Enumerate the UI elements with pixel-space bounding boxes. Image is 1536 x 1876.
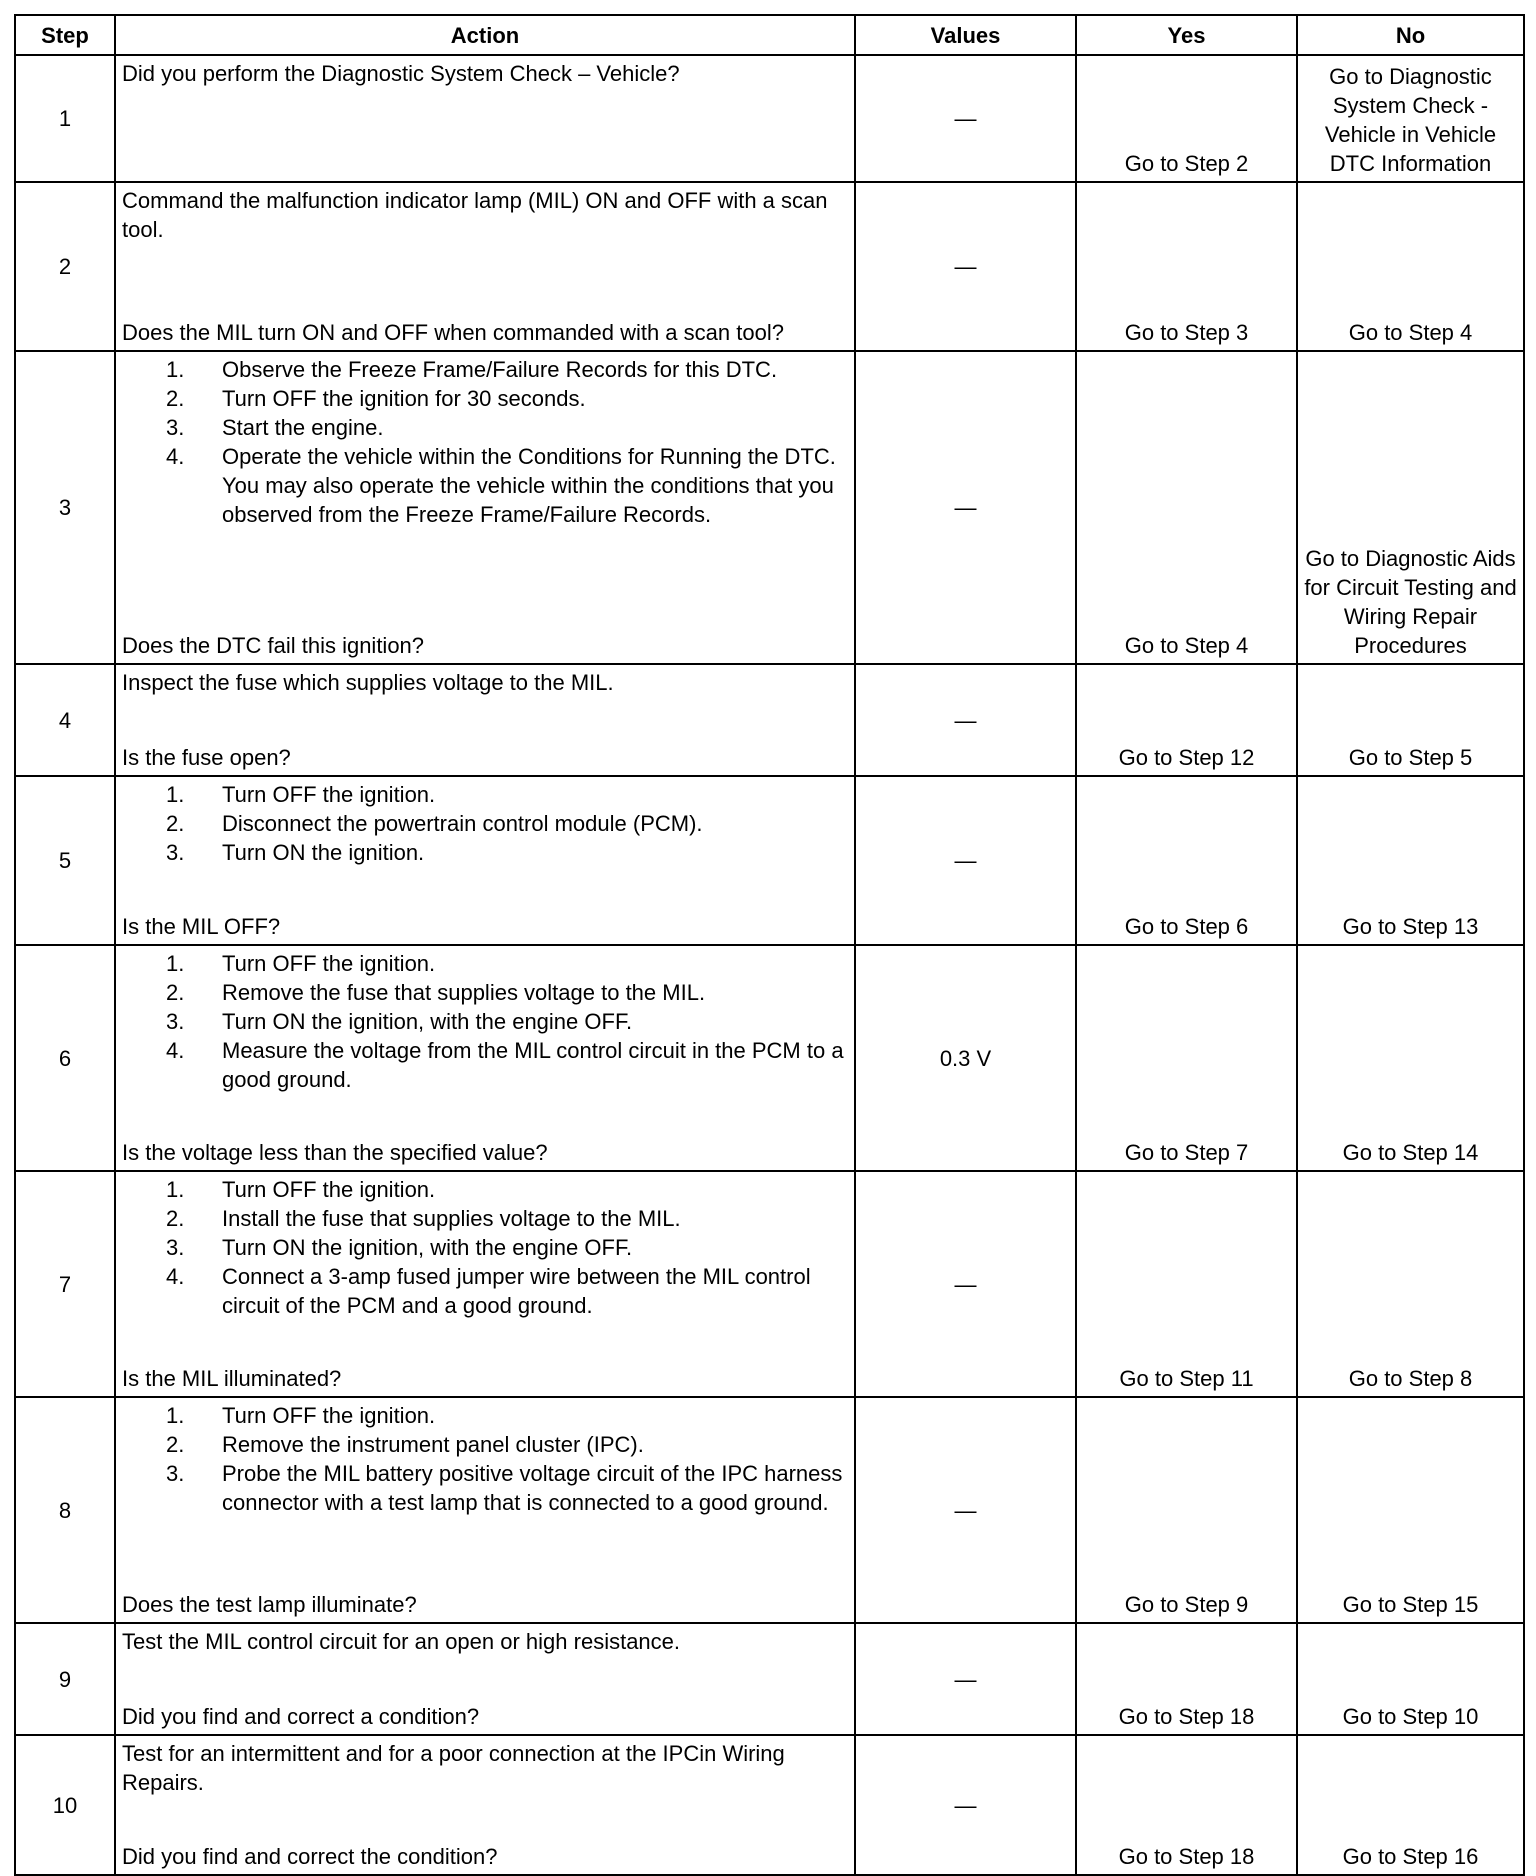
- action-cell: [115, 1623, 855, 1735]
- action-question: Is the MIL illuminated?: [122, 1366, 342, 1391]
- substep-item: [122, 1175, 848, 1204]
- yes-result: Go to Step 11: [1076, 1171, 1297, 1397]
- substep-item: [122, 1233, 848, 1262]
- action-content: [122, 1401, 848, 1619]
- action-substeps: [122, 949, 848, 1094]
- step-number: 10: [15, 1735, 115, 1875]
- yes-result: Go to Step 6: [1076, 776, 1297, 945]
- action-top: [122, 949, 848, 1094]
- action-substeps: [122, 1175, 848, 1320]
- action-substeps: [122, 1401, 848, 1517]
- substep-text: Turn OFF the ignition.: [222, 1403, 436, 1428]
- diagnostic-table: [14, 14, 1525, 1876]
- substep-item: [122, 1007, 848, 1036]
- step-number: 1: [15, 55, 115, 182]
- action-content: [122, 668, 848, 772]
- header-step: Step: [15, 15, 115, 55]
- substep-text: Turn OFF the ignition.: [222, 782, 436, 807]
- yes-result: Go to Step 12: [1076, 664, 1297, 776]
- action-instruction: Test the MIL control circuit for an open or high resistance.: [122, 1629, 681, 1654]
- action-cell: [115, 1397, 855, 1623]
- yes-result: Go to Step 2: [1076, 55, 1297, 182]
- no-result: Go to Step 15: [1297, 1397, 1524, 1623]
- substep-text: Install the fuse that supplies voltage to the MIL.: [222, 1206, 681, 1231]
- substep-number: 4.: [166, 1038, 185, 1063]
- header-yes: Yes: [1076, 15, 1297, 55]
- yes-result: Go to Step 7: [1076, 945, 1297, 1171]
- action-cell: [115, 55, 855, 182]
- step-number: 5: [15, 776, 115, 945]
- action-top: [122, 1175, 848, 1320]
- table-row: [15, 664, 1524, 776]
- substep-text: Turn ON the ignition, with the engine OFF.: [222, 1235, 633, 1260]
- substep-number: 2.: [166, 1432, 185, 1457]
- no-result: Go to Step 8: [1297, 1171, 1524, 1397]
- table-row: [15, 55, 1524, 182]
- action-instruction: Command the malfunction indicator lamp (MIL) ON and OFF with a scan tool.: [122, 188, 828, 242]
- table-row: [15, 182, 1524, 351]
- action-instruction: Did you perform the Diagnostic System Check – Vehicle?: [122, 61, 680, 86]
- action-instruction: Inspect the fuse which supplies voltage to the MIL.: [122, 670, 614, 695]
- substep-text: Measure the voltage from the MIL control circuit in the PCM to a good ground.: [222, 1038, 844, 1092]
- substep-text: Turn ON the ignition.: [222, 840, 425, 865]
- substep-number: 2.: [166, 980, 185, 1005]
- substep-item: [122, 1459, 848, 1517]
- no-result: Go to Diagnostic Aids for Circuit Testing and Wiring Repair Procedures: [1297, 351, 1524, 664]
- action-content: [122, 355, 848, 660]
- action-question: Is the voltage less than the specified value?: [122, 1140, 548, 1165]
- action-question: Is the MIL OFF?: [122, 914, 281, 939]
- substep-item: [122, 1204, 848, 1233]
- values-cell: —: [855, 1735, 1076, 1875]
- substep-number: 1.: [166, 357, 185, 382]
- values-cell: —: [855, 1171, 1076, 1397]
- action-top: [122, 668, 848, 697]
- values-cell: —: [855, 664, 1076, 776]
- step-number: 9: [15, 1623, 115, 1735]
- substep-text: Turn OFF the ignition.: [222, 951, 436, 976]
- substep-text: Remove the fuse that supplies voltage to the MIL.: [222, 980, 706, 1005]
- yes-result: Go to Step 4: [1076, 351, 1297, 664]
- action-top: [122, 59, 848, 88]
- substep-number: 3.: [166, 1009, 185, 1034]
- substep-text: Operate the vehicle within the Conditions for Running the DTC. You may also operate the vehicle within the conditions that you observed from the Freeze Frame/Failure Records.: [222, 444, 836, 527]
- step-number: 7: [15, 1171, 115, 1397]
- table-row: [15, 776, 1524, 945]
- action-content: [122, 1739, 848, 1871]
- step-number: 4: [15, 664, 115, 776]
- header-row: [15, 15, 1524, 55]
- values-cell: —: [855, 1397, 1076, 1623]
- values-cell: —: [855, 55, 1076, 182]
- no-result: Go to Step 14: [1297, 945, 1524, 1171]
- substep-item: [122, 978, 848, 1007]
- action-content: [122, 780, 848, 941]
- substep-text: Probe the MIL battery positive voltage circuit of the IPC harness connector with a test lamp that is connected to a good ground.: [222, 1461, 843, 1515]
- no-result: Go to Step 5: [1297, 664, 1524, 776]
- step-number: 3: [15, 351, 115, 664]
- action-question: Did you find and correct a condition?: [122, 1704, 480, 1729]
- action-question: Does the MIL turn ON and OFF when commanded with a scan tool?: [122, 320, 784, 345]
- substep-text: Start the engine.: [222, 415, 384, 440]
- yes-result: Go to Step 18: [1076, 1735, 1297, 1875]
- yes-result: Go to Step 18: [1076, 1623, 1297, 1735]
- substep-item: [122, 1401, 848, 1430]
- substep-number: 1.: [166, 1177, 185, 1202]
- yes-result: Go to Step 9: [1076, 1397, 1297, 1623]
- action-top: [122, 1739, 848, 1797]
- action-cell: [115, 776, 855, 945]
- substep-item: [122, 1262, 848, 1320]
- substep-number: 1.: [166, 782, 185, 807]
- step-number: 8: [15, 1397, 115, 1623]
- action-top: [122, 1401, 848, 1517]
- action-content: [122, 186, 848, 347]
- action-cell: [115, 182, 855, 351]
- action-top: [122, 1627, 848, 1656]
- action-question: Did you find and correct the condition?: [122, 1844, 498, 1869]
- substep-text: Disconnect the powertrain control module (PCM).: [222, 811, 703, 836]
- step-number: 6: [15, 945, 115, 1171]
- action-substeps: [122, 355, 848, 529]
- no-result: Go to Step 13: [1297, 776, 1524, 945]
- table-row: [15, 1623, 1524, 1735]
- action-cell: [115, 664, 855, 776]
- substep-text: Connect a 3-amp fused jumper wire between the MIL control circuit of the PCM and a good ground.: [222, 1264, 811, 1318]
- substep-number: 3.: [166, 840, 185, 865]
- substep-item: [122, 1430, 848, 1459]
- table-row: [15, 1735, 1524, 1875]
- action-cell: [115, 351, 855, 664]
- substep-item: [122, 780, 848, 809]
- substep-number: 2.: [166, 1206, 185, 1231]
- substep-item: [122, 949, 848, 978]
- table-row: [15, 945, 1524, 1171]
- action-question: Does the test lamp illuminate?: [122, 1592, 417, 1617]
- no-result: Go to Step 16: [1297, 1735, 1524, 1875]
- values-cell: —: [855, 351, 1076, 664]
- action-question: Is the fuse open?: [122, 745, 291, 770]
- action-content: [122, 949, 848, 1167]
- substep-number: 3.: [166, 415, 185, 440]
- substep-item: [122, 413, 848, 442]
- action-top: [122, 355, 848, 529]
- values-cell: —: [855, 182, 1076, 351]
- action-cell: [115, 1171, 855, 1397]
- step-number: 2: [15, 182, 115, 351]
- substep-number: 4.: [166, 444, 185, 469]
- substep-number: 3.: [166, 1461, 185, 1486]
- action-content: [122, 59, 848, 178]
- no-result: Go to Step 4: [1297, 182, 1524, 351]
- action-instruction: Test for an intermittent and for a poor connection at the IPCin Wiring Repairs.: [122, 1741, 785, 1795]
- table-row: [15, 1397, 1524, 1623]
- substep-text: Remove the instrument panel cluster (IPC).: [222, 1432, 644, 1457]
- action-content: [122, 1627, 848, 1731]
- action-cell: [115, 1735, 855, 1875]
- header-action: Action: [115, 15, 855, 55]
- substep-item: [122, 809, 848, 838]
- action-cell: [115, 945, 855, 1171]
- substep-item: [122, 838, 848, 867]
- action-substeps: [122, 780, 848, 867]
- substep-number: 3.: [166, 1235, 185, 1260]
- header-values: Values: [855, 15, 1076, 55]
- yes-result: Go to Step 3: [1076, 182, 1297, 351]
- table-row: [15, 1171, 1524, 1397]
- substep-item: [122, 1036, 848, 1094]
- action-question: Does the DTC fail this ignition?: [122, 633, 425, 658]
- substep-number: 2.: [166, 386, 185, 411]
- substep-text: Turn OFF the ignition.: [222, 1177, 436, 1202]
- substep-number: 1.: [166, 951, 185, 976]
- values-cell: 0.3 V: [855, 945, 1076, 1171]
- action-top: [122, 780, 848, 867]
- action-content: [122, 1175, 848, 1393]
- no-result: Go to Step 10: [1297, 1623, 1524, 1735]
- table-row: [15, 351, 1524, 664]
- substep-number: 4.: [166, 1264, 185, 1289]
- substep-item: [122, 355, 848, 384]
- substep-number: 1.: [166, 1403, 185, 1428]
- values-cell: —: [855, 1623, 1076, 1735]
- substep-text: Turn OFF the ignition for 30 seconds.: [222, 386, 586, 411]
- substep-item: [122, 442, 848, 529]
- header-no: No: [1297, 15, 1524, 55]
- substep-text: Turn ON the ignition, with the engine OFF.: [222, 1009, 633, 1034]
- no-result: Go to Diagnostic System Check - Vehicle in Vehicle DTC Information: [1297, 55, 1524, 182]
- values-cell: —: [855, 776, 1076, 945]
- substep-text: Observe the Freeze Frame/Failure Records for this DTC.: [222, 357, 778, 382]
- substep-number: 2.: [166, 811, 185, 836]
- action-top: [122, 186, 848, 244]
- substep-item: [122, 384, 848, 413]
